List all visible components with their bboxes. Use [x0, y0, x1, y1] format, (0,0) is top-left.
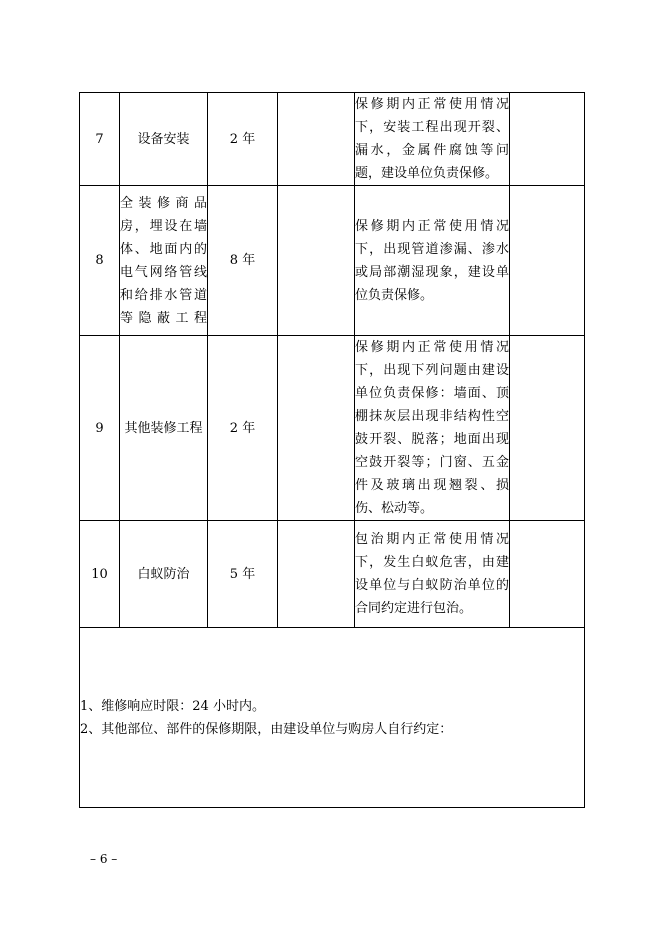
warranty-description: 保修期内正常使用情况下，出现管道渗漏、渗水或局部潮湿现象，建设单位负责保修。 [355, 186, 510, 336]
empty-cell [510, 521, 585, 628]
warranty-period: 8 年 [208, 186, 278, 336]
empty-cell [510, 186, 585, 336]
warranty-table [79, 92, 585, 808]
empty-cell [278, 93, 355, 186]
warranty-description: 包治期内正常使用情况下，发生白蚁危害，由建设单位与白蚁防治单位的合同约定进行包治。 [355, 521, 510, 628]
warranty-description: 保修期内正常使用情况下，出现下列问题由建设单位负责保修：墙面、顶棚抹灰层出现非结构性空鼓开裂、脱落；地面出现空鼓开裂等；门窗、五金件及玻璃出现翘裂、损伤、松动等。 [355, 336, 510, 521]
table-row [80, 521, 585, 628]
table-row [80, 336, 585, 521]
table-row [80, 186, 585, 336]
note-line: 1、维修响应时限：24 小时内。 [80, 698, 265, 714]
warranty-item: 其他装修工程 [120, 336, 208, 521]
notes-row [80, 628, 585, 808]
empty-cell [278, 521, 355, 628]
notes-cell [80, 628, 585, 808]
note-line: 2、其他部位、部件的保修期限，由建设单位与购房人自行约定： [80, 721, 453, 737]
warranty-period: 2 年 [208, 93, 278, 186]
warranty-item: 全装修商品房，埋设在墙体、地面内的电气网络管线和给排水管道等隐蔽工程 [120, 186, 208, 336]
warranty-description: 保修期内正常使用情况下，安装工程出现开裂、漏水，金属件腐蚀等问题，建设单位负责保修。 [355, 93, 510, 186]
warranty-item: 设备安装 [120, 93, 208, 186]
row-number: 7 [80, 93, 120, 186]
empty-cell [510, 336, 585, 521]
row-number: 8 [80, 186, 120, 336]
empty-cell [278, 186, 355, 336]
warranty-period: 2 年 [208, 336, 278, 521]
table-row [80, 93, 585, 186]
warranty-period: 5 年 [208, 521, 278, 628]
empty-cell [278, 336, 355, 521]
page-number: – 6 – [90, 852, 118, 866]
empty-cell [510, 93, 585, 186]
row-number: 9 [80, 336, 120, 521]
warranty-item: 白蚁防治 [120, 521, 208, 628]
row-number: 10 [80, 521, 120, 628]
